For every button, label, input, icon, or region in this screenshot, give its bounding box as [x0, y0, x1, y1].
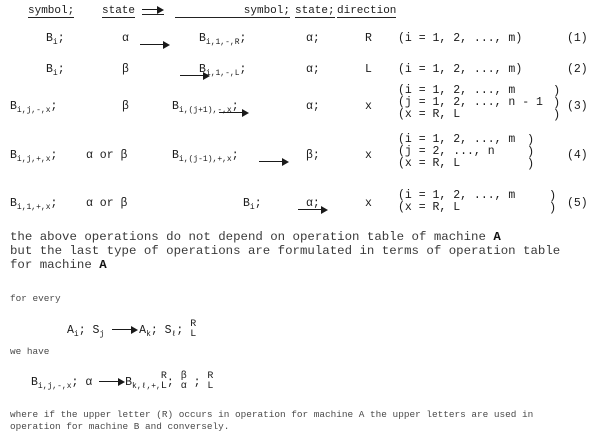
row5-number: (5) — [567, 197, 588, 210]
row1-direction: R — [365, 32, 372, 45]
prose-block — [10, 230, 560, 272]
row4-condition: (i = 1, 2, ..., m (j = 2, ..., n (x = R, L — [398, 133, 516, 170]
header-state: state — [102, 5, 136, 17]
prose-line-3: for machine A — [10, 258, 107, 272]
row1-lhs: $B_i$; — [46, 32, 65, 47]
row1-rhs: $B_{i,1,-,R}$; — [199, 32, 247, 47]
row1-arrow-icon — [140, 41, 170, 49]
prose-line-1: the above operations do not depend on operation table of machine A — [10, 230, 501, 244]
row3-new-state: α; — [306, 100, 320, 113]
row4-lhs: $B_{i,j,+,x}$; — [10, 149, 58, 164]
for-every-label: for every — [10, 293, 61, 304]
header-state2: state; — [295, 5, 335, 17]
footer-line-2: operation for machine B and conversely. — [10, 421, 230, 432]
row3-right-brace: ) ) ) — [553, 84, 561, 122]
row1-new-state: α; — [306, 32, 320, 45]
row3-number: (3) — [567, 100, 588, 113]
row3-lhs: $B_{i,j,-,x}$; — [10, 100, 58, 115]
row5-state: α or β — [86, 197, 128, 210]
row2-number: (2) — [567, 63, 588, 76]
row4-direction: x — [365, 149, 372, 162]
footer-line-1: where if the upper letter (R) occurs in operation for machine A the upper letters are used in — [10, 409, 534, 420]
row4-right-brace: ) ) ) — [527, 133, 535, 171]
formula1-direction-stack: R L — [190, 319, 197, 340]
row4-number: (4) — [567, 149, 588, 162]
row4-arrow-icon — [259, 158, 289, 166]
row5-direction: x — [365, 197, 372, 210]
row5-right-brace: ) ) — [549, 189, 557, 215]
row5-rhs: $B_i$; — [243, 197, 262, 212]
formula2-arrow-icon — [99, 378, 125, 386]
footer-note — [10, 409, 533, 433]
formula2-direction-stack: R L — [207, 371, 214, 392]
row3-rhs: $B_{i,(j+1),-,x}$; — [172, 100, 239, 115]
row2-rhs: $B_{i,1,-,L}$; — [199, 63, 247, 78]
prose-line-2: but the last type of operations are formulated in terms of operation table — [10, 244, 561, 258]
header-symbol: symbol; — [28, 5, 75, 17]
row3-direction: x — [365, 100, 372, 113]
formula2-state-stack: β α — [180, 371, 187, 392]
row2-state: β — [122, 63, 129, 76]
header-row — [28, 5, 74, 17]
row1-condition: (i = 1, 2, ..., m) — [398, 32, 523, 45]
row4-rhs: $B_{i,(j-1),+,x}$; — [172, 149, 239, 164]
header-arrow-icon — [142, 6, 164, 15]
row5-lhs: $B_{i,1,+,x}$; — [10, 197, 58, 212]
row5-new-state: α; — [306, 197, 320, 210]
formula1-arrow-icon — [112, 326, 138, 334]
row1-state: α — [122, 32, 129, 45]
row3-condition: (i = 1, 2, ..., m (j = 1, 2, ..., n - 1 (x = R, L — [398, 84, 543, 121]
header-direction-wrap — [337, 5, 396, 17]
header-symbol2: symbol; — [243, 5, 290, 17]
row2-new-state: α; — [306, 63, 320, 76]
row2-direction: L — [365, 63, 372, 76]
formula-2: $B_{i,j,-,x}$; α $B_{k,\ell,+,}R$ L; β α ; R L — [31, 371, 214, 392]
formula-1: $A_i$; $S_j$ $A_k$; $S_\ell$; R L — [67, 319, 197, 340]
row1-number: (1) — [567, 32, 588, 45]
row2-lhs: $B_i$; — [46, 63, 65, 78]
header-state2-wrap — [295, 5, 335, 17]
header-symbol2-wrap — [175, 5, 290, 18]
row4-new-state: β; — [306, 149, 320, 162]
we-have-label: we have — [10, 346, 50, 357]
formula2-subscript-direction-stack: R L — [160, 371, 167, 392]
row3-state: β — [122, 100, 129, 113]
row4-state: α or β — [86, 149, 128, 162]
header-direction: direction — [337, 5, 397, 17]
row2-condition: (i = 1, 2, ..., m) — [398, 63, 523, 76]
row5-condition: (i = 1, 2, ..., m (x = R, L — [398, 189, 516, 214]
header-state-group — [102, 5, 164, 17]
